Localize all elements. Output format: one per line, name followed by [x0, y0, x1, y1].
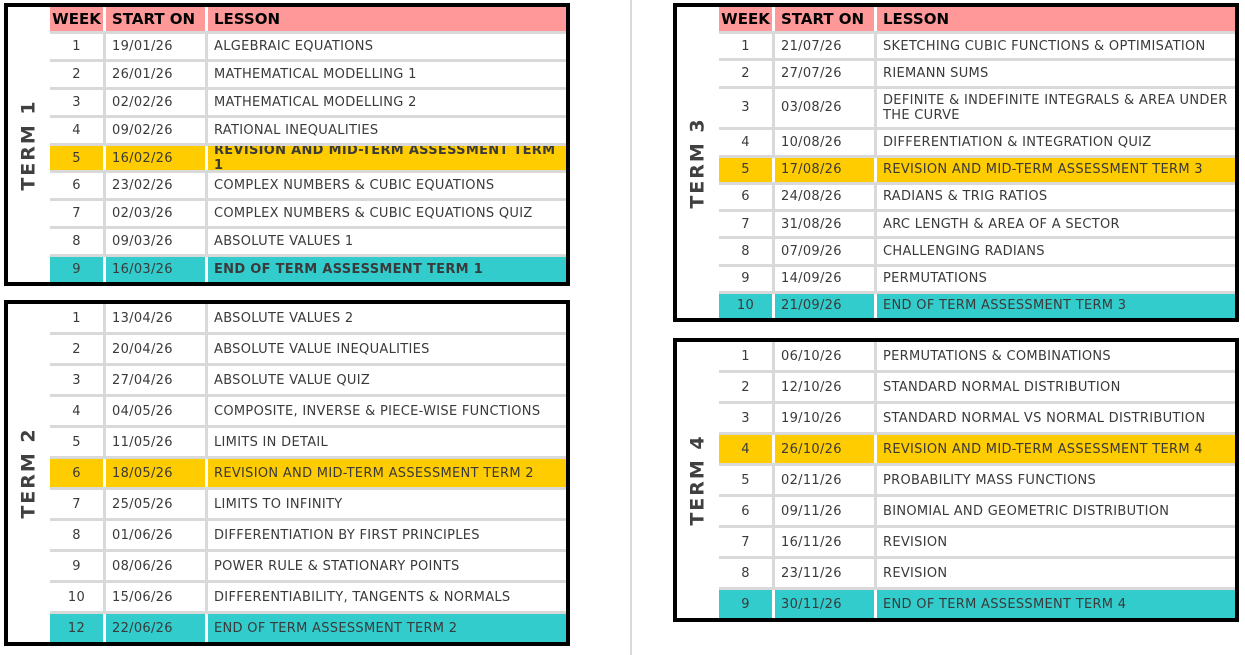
table-row	[50, 173, 566, 201]
table-row	[50, 34, 566, 62]
week-cell: 9	[719, 267, 775, 291]
lesson-cell: SKETCHING CUBIC FUNCTIONS & OPTIMISATION	[883, 38, 1206, 54]
week-cell: 4	[719, 130, 775, 154]
start-date-cell: 02/03/26	[106, 201, 208, 226]
table-row	[50, 459, 566, 490]
start-date-cell: 26/01/26	[106, 62, 208, 87]
table-row	[719, 185, 1235, 212]
week-cell: 9	[50, 257, 106, 282]
start-date-cell: 31/08/26	[775, 212, 877, 236]
header-lesson: LESSON	[883, 9, 950, 28]
start-date-cell: 21/07/26	[775, 34, 877, 58]
lesson-cell: PROBABILITY MASS FUNCTIONS	[883, 472, 1097, 488]
lesson-cell: ABSOLUTE VALUES 2	[214, 310, 354, 326]
lesson-cell: END OF TERM ASSESSMENT TERM 3	[883, 298, 1127, 314]
table-row	[719, 61, 1235, 88]
start-date-cell: 12/10/26	[775, 373, 877, 401]
week-cell: 4	[719, 435, 775, 463]
lesson-cell: PERMUTATIONS	[883, 271, 988, 287]
week-cell: 8	[719, 239, 775, 263]
lesson-cell: REVISION	[883, 534, 948, 550]
lesson-cell: DIFFERENTIATION & INTEGRATION QUIZ	[883, 134, 1152, 150]
lesson-cell: BINOMIAL AND GEOMETRIC DISTRIBUTION	[883, 503, 1170, 519]
lesson-cell: COMPOSITE, INVERSE & PIECE-WISE FUNCTIONS	[214, 403, 541, 419]
week-cell: 12	[50, 614, 106, 642]
table-row	[719, 559, 1235, 590]
start-date-cell: 24/08/26	[775, 185, 877, 209]
start-date-cell: 30/11/26	[775, 590, 877, 618]
start-date-cell: 22/06/26	[106, 614, 208, 642]
lesson-cell: STANDARD NORMAL DISTRIBUTION	[883, 379, 1121, 395]
start-date-cell: 07/09/26	[775, 239, 877, 263]
header-start-on: START ON	[775, 7, 877, 31]
table-row	[50, 304, 566, 335]
term-2-grid	[50, 304, 566, 642]
start-date-cell: 16/02/26	[106, 146, 208, 171]
week-cell: 9	[719, 590, 775, 618]
start-date-cell: 09/02/26	[106, 118, 208, 143]
start-date-cell: 26/10/26	[775, 435, 877, 463]
week-cell: 1	[719, 34, 775, 58]
week-cell: 4	[50, 397, 106, 425]
lesson-cell: COMPLEX NUMBERS & CUBIC EQUATIONS	[214, 178, 495, 194]
lesson-cell: DIFFERENTIABILITY, TANGENTS & NORMALS	[214, 589, 511, 605]
week-cell: 8	[50, 229, 106, 254]
week-cell: 6	[50, 459, 106, 487]
week-cell: 9	[50, 552, 106, 580]
table-row	[719, 342, 1235, 373]
start-date-cell: 02/02/26	[106, 90, 208, 115]
table-row	[50, 552, 566, 583]
term-4-label: TERM 4	[687, 434, 709, 526]
week-cell: 7	[719, 528, 775, 556]
start-date-cell: 01/06/26	[106, 521, 208, 549]
lesson-cell: ABSOLUTE VALUE INEQUALITIES	[214, 341, 430, 357]
table-row	[50, 257, 566, 282]
week-cell: 1	[50, 34, 106, 59]
start-date-cell: 02/11/26	[775, 466, 877, 494]
table-row	[50, 90, 566, 118]
lesson-cell: END OF TERM ASSESSMENT TERM 2	[214, 620, 458, 636]
term-4-table	[673, 338, 1239, 622]
start-date-cell: 16/11/26	[775, 528, 877, 556]
start-date-cell: 23/11/26	[775, 559, 877, 587]
header-lesson: LESSON	[214, 9, 281, 28]
header-start-on: START ON	[106, 7, 208, 31]
lesson-cell: RATIONAL INEQUALITIES	[214, 122, 379, 138]
start-date-cell: 15/06/26	[106, 583, 208, 611]
week-cell: 7	[50, 201, 106, 226]
week-cell: 3	[50, 366, 106, 394]
lesson-cell: REVISION AND MID-TERM ASSESSMENT TERM 2	[214, 465, 534, 481]
week-cell: 2	[50, 62, 106, 87]
week-cell: 1	[719, 342, 775, 370]
week-cell: 2	[719, 61, 775, 85]
start-date-cell: 17/08/26	[775, 158, 877, 182]
week-cell: 8	[50, 521, 106, 549]
start-date-cell: 09/03/26	[106, 229, 208, 254]
table-row	[50, 490, 566, 521]
table-row	[50, 229, 566, 257]
table-row	[719, 212, 1235, 239]
week-cell: 1	[50, 304, 106, 332]
table-row	[719, 497, 1235, 528]
table-row	[719, 34, 1235, 61]
week-cell: 5	[50, 428, 106, 456]
lesson-cell: POWER RULE & STATIONARY POINTS	[214, 558, 460, 574]
term-1-table	[4, 3, 570, 286]
start-date-cell: 20/04/26	[106, 335, 208, 363]
start-date-cell: 19/01/26	[106, 34, 208, 59]
term-1-grid	[50, 7, 566, 282]
table-row	[50, 397, 566, 428]
table-row	[719, 267, 1235, 294]
start-date-cell: 18/05/26	[106, 459, 208, 487]
start-date-cell: 16/03/26	[106, 257, 208, 282]
table-header-row	[50, 7, 566, 34]
start-date-cell: 27/04/26	[106, 366, 208, 394]
term-2-table	[4, 300, 570, 646]
start-date-cell: 14/09/26	[775, 267, 877, 291]
lesson-cell: DEFINITE & INDEFINITE INTEGRALS & AREA UNDER THE CURVE	[883, 92, 1228, 123]
lesson-cell: REVISION AND MID-TERM ASSESSMENT TERM 1	[214, 145, 556, 171]
term-3-table	[673, 3, 1239, 322]
week-cell: 5	[719, 466, 775, 494]
lesson-cell: LIMITS IN DETAIL	[214, 434, 329, 450]
week-cell: 7	[50, 490, 106, 518]
table-row	[50, 583, 566, 614]
table-row	[719, 130, 1235, 157]
start-date-cell: 19/10/26	[775, 404, 877, 432]
table-row	[719, 435, 1235, 466]
term-1-label: TERM 1	[18, 98, 40, 191]
lesson-cell: REVISION AND MID-TERM ASSESSMENT TERM 4	[883, 441, 1203, 457]
table-row	[50, 335, 566, 366]
start-date-cell: 23/02/26	[106, 173, 208, 198]
term-3-label: TERM 3	[687, 116, 709, 209]
lesson-cell: MATHEMATICAL MODELLING 1	[214, 66, 417, 82]
table-row	[50, 118, 566, 146]
start-date-cell: 11/05/26	[106, 428, 208, 456]
lesson-cell: DIFFERENTIATION BY FIRST PRINCIPLES	[214, 527, 480, 543]
week-cell: 2	[50, 335, 106, 363]
start-date-cell: 08/06/26	[106, 552, 208, 580]
table-row	[719, 466, 1235, 497]
lesson-cell: MATHEMATICAL MODELLING 2	[214, 94, 417, 110]
week-cell: 6	[719, 497, 775, 525]
table-row	[50, 521, 566, 552]
header-week: WEEK	[719, 7, 775, 31]
lesson-cell: REVISION AND MID-TERM ASSESSMENT TERM 3	[883, 162, 1203, 178]
week-cell: 3	[719, 89, 775, 128]
week-cell: 10	[50, 583, 106, 611]
lesson-cell: CHALLENGING RADIANS	[883, 243, 1045, 259]
week-cell: 4	[50, 118, 106, 143]
lesson-cell: COMPLEX NUMBERS & CUBIC EQUATIONS QUIZ	[214, 206, 533, 222]
lesson-cell: LIMITS TO INFINITY	[214, 496, 343, 512]
lesson-cell: RADIANS & TRIG RATIOS	[883, 189, 1048, 205]
week-cell: 8	[719, 559, 775, 587]
lesson-cell: END OF TERM ASSESSMENT TERM 4	[883, 596, 1127, 612]
week-cell: 6	[719, 185, 775, 209]
lesson-cell: ABSOLUTE VALUES 1	[214, 234, 354, 250]
start-date-cell: 09/11/26	[775, 497, 877, 525]
lesson-cell: ALGEBRAIC EQUATIONS	[214, 38, 374, 54]
table-row	[719, 89, 1235, 131]
week-cell: 10	[719, 294, 775, 318]
lesson-cell: REVISION	[883, 565, 948, 581]
table-row	[719, 404, 1235, 435]
start-date-cell: 06/10/26	[775, 342, 877, 370]
week-cell: 6	[50, 173, 106, 198]
table-row	[719, 158, 1235, 185]
term-2-label: TERM 2	[18, 427, 40, 519]
lesson-cell: ARC LENGTH & AREA OF A SECTOR	[883, 216, 1120, 232]
table-row	[719, 590, 1235, 618]
term-3-grid	[719, 7, 1235, 318]
term-4-grid	[719, 342, 1235, 618]
week-cell: 7	[719, 212, 775, 236]
table-row	[50, 366, 566, 397]
start-date-cell: 10/08/26	[775, 130, 877, 154]
lesson-cell: STANDARD NORMAL VS NORMAL DISTRIBUTION	[883, 410, 1206, 426]
start-date-cell: 21/09/26	[775, 294, 877, 318]
week-cell: 3	[50, 90, 106, 115]
start-date-cell: 27/07/26	[775, 61, 877, 85]
lesson-cell: END OF TERM ASSESSMENT TERM 1	[214, 262, 484, 278]
start-date-cell: 25/05/26	[106, 490, 208, 518]
table-row	[719, 239, 1235, 266]
lesson-cell: PERMUTATIONS & COMBINATIONS	[883, 348, 1111, 364]
start-date-cell: 13/04/26	[106, 304, 208, 332]
week-cell: 3	[719, 404, 775, 432]
table-header-row	[719, 7, 1235, 34]
header-week: WEEK	[50, 7, 106, 31]
table-row	[50, 146, 566, 174]
week-cell: 5	[719, 158, 775, 182]
start-date-cell: 04/05/26	[106, 397, 208, 425]
lesson-cell: ABSOLUTE VALUE QUIZ	[214, 372, 371, 388]
week-cell: 2	[719, 373, 775, 401]
table-row	[50, 428, 566, 459]
table-row	[50, 614, 566, 642]
lesson-cell: RIEMANN SUMS	[883, 65, 989, 81]
table-row	[719, 528, 1235, 559]
table-row	[50, 62, 566, 90]
week-cell: 5	[50, 146, 106, 171]
table-row	[50, 201, 566, 229]
table-row	[719, 294, 1235, 318]
table-row	[719, 373, 1235, 404]
column-divider	[630, 0, 632, 655]
start-date-cell: 03/08/26	[775, 89, 877, 128]
